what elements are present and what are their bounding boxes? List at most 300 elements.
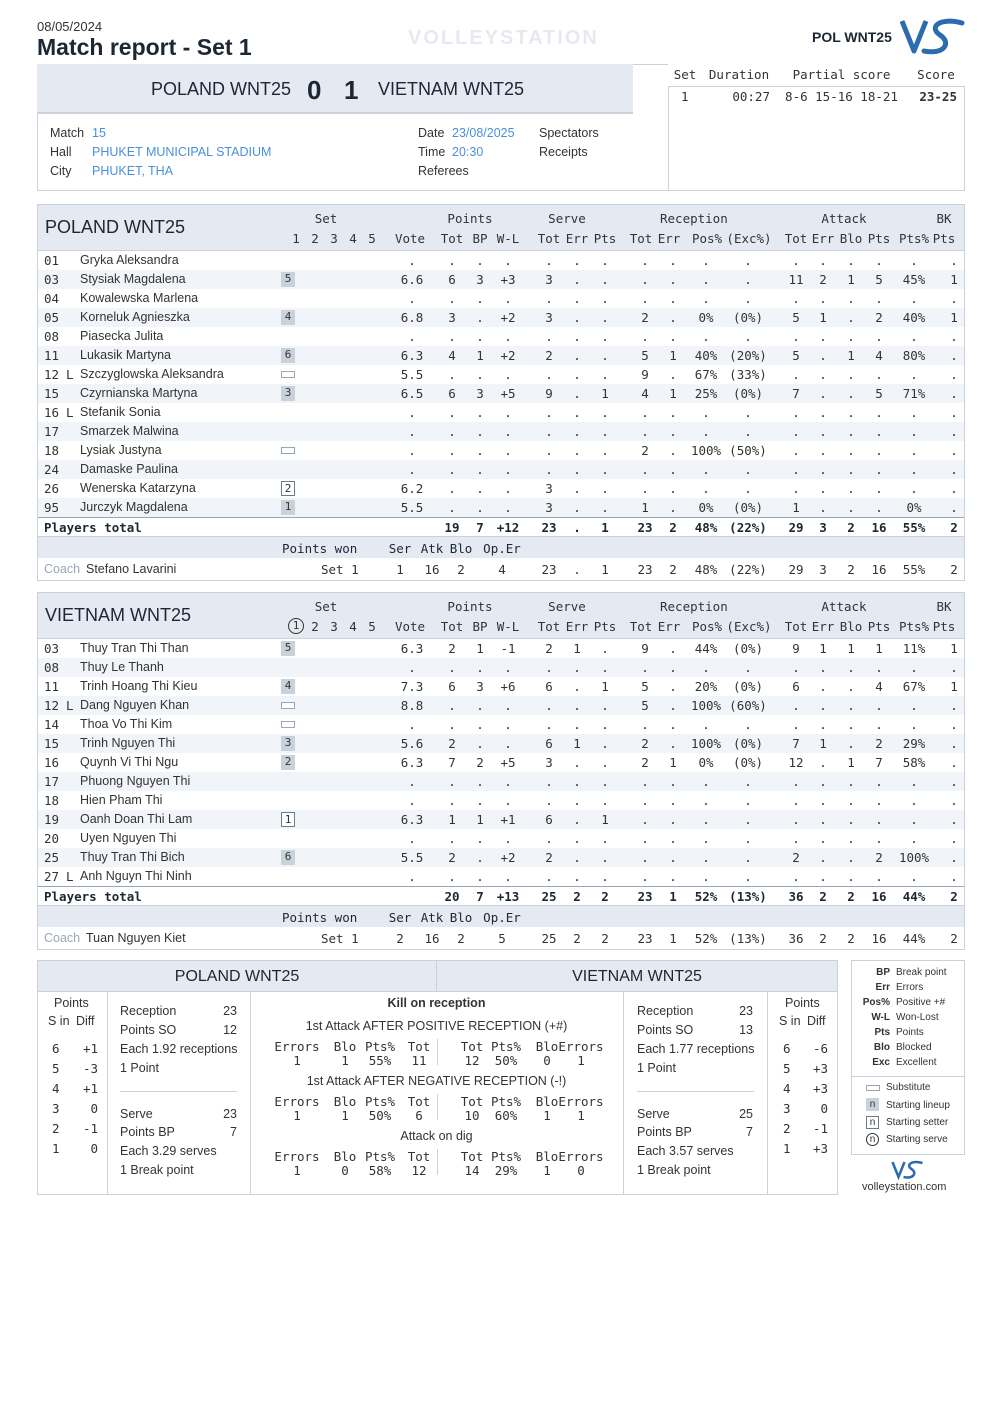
- player-name: Phuong Nguyen Thi: [80, 774, 191, 788]
- points-value: .: [476, 329, 484, 344]
- reception-value: .: [669, 253, 677, 268]
- vote: .: [408, 291, 416, 306]
- serve-value: .: [601, 850, 609, 865]
- attack-value: .: [819, 386, 827, 401]
- serve-value: .: [601, 755, 609, 770]
- col-points: Points: [447, 211, 493, 226]
- section-value: 6: [415, 1108, 423, 1123]
- vote: 6.6: [400, 272, 424, 287]
- attack-value: .: [910, 698, 918, 713]
- reception-value: .: [669, 641, 677, 656]
- reception-value: .: [641, 424, 649, 439]
- points-value: .: [504, 291, 512, 306]
- block-points: 1: [950, 641, 958, 656]
- vote: .: [408, 831, 416, 846]
- points-value: .: [476, 774, 484, 789]
- attack-value: .: [847, 367, 855, 382]
- attack-value: .: [819, 481, 827, 496]
- attack-value: .: [910, 793, 918, 808]
- player-number: 18: [44, 443, 60, 458]
- attack-value: 4: [875, 348, 883, 363]
- col-reception-0: Tot: [629, 231, 653, 246]
- legend-desc: Points: [896, 1027, 924, 1038]
- points-label-right: Points: [785, 996, 820, 1010]
- player-number: 16: [44, 755, 60, 770]
- starting-lineup-marker: 6: [281, 348, 295, 363]
- serve-value: .: [573, 660, 581, 675]
- section-value: 58%: [368, 1163, 392, 1178]
- points-value: .: [504, 253, 512, 268]
- attack-value: .: [819, 443, 827, 458]
- attack-value: .: [875, 812, 883, 827]
- section-value: 0: [577, 1163, 585, 1178]
- points-value: .: [504, 424, 512, 439]
- total-reception: 1: [669, 889, 677, 904]
- serve-value: .: [573, 850, 581, 865]
- col-serve: Serve: [548, 599, 586, 614]
- serve-value: .: [601, 348, 609, 363]
- attack-value: 1: [847, 641, 855, 656]
- total-reception: (13%): [729, 889, 767, 904]
- player-number: 03: [44, 641, 60, 656]
- player-row: [38, 696, 964, 715]
- player-number: 26: [44, 481, 60, 496]
- points-value: 2: [448, 736, 456, 751]
- reception-value: .: [702, 329, 710, 344]
- left-break-point: 1 Break point: [120, 1163, 194, 1177]
- player-row: [38, 498, 964, 517]
- points-value: .: [448, 717, 456, 732]
- reception-value: 1: [669, 386, 677, 401]
- legend-desc: Won-Lost: [896, 1012, 939, 1023]
- attack-value: .: [847, 481, 855, 496]
- serve-value: .: [573, 698, 581, 713]
- reception-value: 2: [641, 310, 649, 325]
- points-value: .: [448, 253, 456, 268]
- player-number: 25: [44, 850, 60, 865]
- reception-value: .: [641, 812, 649, 827]
- reception-value: .: [744, 272, 752, 287]
- attack-value: .: [819, 831, 827, 846]
- attack-value: 9: [792, 641, 800, 656]
- player-row: [38, 639, 964, 658]
- match-label: Match: [50, 126, 85, 140]
- points-value: .: [504, 698, 512, 713]
- set-5: 5: [368, 619, 376, 634]
- player-row: [38, 479, 964, 498]
- reception-value: .: [641, 831, 649, 846]
- player-name: Damaske Paulina: [80, 462, 178, 476]
- page-title: Match report - Set 1: [37, 34, 252, 60]
- coach-points-won: 1: [396, 562, 404, 577]
- attack-value: .: [875, 481, 883, 496]
- sets-header-partial: Partial score: [776, 64, 907, 86]
- points-value: .: [476, 367, 484, 382]
- serve-value: .: [573, 812, 581, 827]
- attack-value: .: [792, 462, 800, 477]
- separator: [120, 1091, 237, 1092]
- serve-value: .: [601, 310, 609, 325]
- col-reception-2: Pos%: [691, 231, 723, 246]
- points-won-col: Atk: [420, 910, 444, 925]
- points-won-header: [38, 905, 964, 927]
- reception-value: .: [641, 793, 649, 808]
- vote: 6.3: [400, 641, 424, 656]
- legend-abbr: Pts: [874, 1027, 890, 1038]
- coach-reception: (22%): [729, 562, 767, 577]
- reception-value: .: [669, 329, 677, 344]
- attack-value: 1: [792, 500, 800, 515]
- reception-value: .: [744, 850, 752, 865]
- right-reception-value: 23: [739, 1004, 753, 1018]
- total-attack: 16: [871, 889, 887, 904]
- coach-reception: 2: [669, 562, 677, 577]
- section-header: Blo: [333, 1039, 357, 1054]
- col-attack-1: Err: [811, 231, 835, 246]
- col-attack-3: Pts: [867, 619, 891, 634]
- col-points-tot: Tot: [440, 231, 464, 246]
- vote: 6.3: [400, 348, 424, 363]
- receipts-label: Receipts: [539, 145, 588, 159]
- vote: 5.5: [400, 500, 424, 515]
- points-value: 7: [448, 755, 456, 770]
- points-value: .: [476, 424, 484, 439]
- points-value: .: [448, 774, 456, 789]
- coach-attack: 2: [847, 562, 855, 577]
- points-value: .: [448, 424, 456, 439]
- col-serve-pts: Pts: [593, 619, 617, 634]
- player-row: [38, 848, 964, 867]
- attack-value: .: [910, 329, 918, 344]
- starting-lineup-marker: 4: [281, 679, 295, 694]
- points-value: .: [476, 850, 484, 865]
- coach-attack: 29: [788, 562, 804, 577]
- reception-value: .: [641, 272, 649, 287]
- set-3: 3: [330, 231, 338, 246]
- attack-value: .: [910, 291, 918, 306]
- serve-value: 3: [545, 481, 553, 496]
- legend-starting-lineup: Starting lineup: [886, 1100, 950, 1111]
- team-header: [38, 205, 964, 251]
- points-value: .: [476, 698, 484, 713]
- summary-panel: [37, 960, 838, 1195]
- section-value: 10: [464, 1108, 480, 1123]
- points-value: 2: [448, 641, 456, 656]
- player-row: [38, 772, 964, 791]
- reception-value: .: [669, 310, 677, 325]
- coach-points-won: 2: [396, 931, 404, 946]
- attack-value: .: [875, 793, 883, 808]
- points-value: .: [504, 329, 512, 344]
- attack-value: .: [910, 443, 918, 458]
- player-row: [38, 365, 964, 384]
- attack-value: .: [847, 443, 855, 458]
- col-reception: Reception: [660, 211, 728, 226]
- vote: .: [408, 869, 416, 884]
- vote: .: [408, 660, 416, 675]
- reception-value: .: [669, 812, 677, 827]
- section-value: 11: [411, 1053, 427, 1068]
- serve-value: .: [573, 679, 581, 694]
- points-won-col: Ser: [388, 910, 412, 925]
- serve-value: .: [601, 405, 609, 420]
- serve-value: 1: [601, 812, 609, 827]
- diff-value: -1: [812, 1121, 828, 1136]
- reception-value: .: [641, 462, 649, 477]
- date-label: Date: [418, 126, 445, 140]
- right-points-bp-label: Points BP: [637, 1125, 692, 1139]
- vote: 6.3: [400, 755, 424, 770]
- serve-value: .: [545, 405, 553, 420]
- reception-value: .: [641, 660, 649, 675]
- col-reception-1: Err: [657, 619, 681, 634]
- points-value: .: [448, 698, 456, 713]
- col-serve-err: Err: [565, 619, 589, 634]
- attack-value: .: [910, 660, 918, 675]
- section-value: 60%: [494, 1108, 518, 1123]
- serve-value: .: [545, 717, 553, 732]
- player-number: 15: [44, 736, 60, 751]
- players-total-row: [38, 886, 964, 905]
- set-label: Set 1: [321, 562, 359, 577]
- col-attack-4: Pts%: [898, 231, 930, 246]
- attack-value: .: [819, 462, 827, 477]
- reception-value: .: [641, 329, 649, 344]
- points-value: 3: [448, 310, 456, 325]
- total-serve: 23: [541, 520, 557, 535]
- sin-value: 1: [52, 1141, 60, 1156]
- reception-value: .: [702, 272, 710, 287]
- coach-serve: .: [573, 562, 581, 577]
- section-value: 0: [341, 1163, 349, 1178]
- reception-value: .: [669, 736, 677, 751]
- legend-abbr: Err: [875, 982, 890, 993]
- coach-serve: 2: [573, 931, 581, 946]
- points-value: .: [448, 660, 456, 675]
- reception-value: 0%: [698, 310, 714, 325]
- vote: .: [408, 443, 416, 458]
- serve-value: .: [573, 291, 581, 306]
- player-row: [38, 346, 964, 365]
- col-set: Set: [314, 599, 338, 614]
- reception-value: .: [702, 717, 710, 732]
- section-divider: [437, 1149, 438, 1175]
- block-points: .: [950, 253, 958, 268]
- points-value: 1: [476, 641, 484, 656]
- points-value: 4: [448, 348, 456, 363]
- block-points: .: [950, 348, 958, 363]
- reception-value: 100%: [690, 698, 722, 713]
- attack-value: .: [875, 500, 883, 515]
- libero-marker: L: [66, 405, 74, 420]
- player-row: [38, 829, 964, 848]
- reception-value: .: [702, 869, 710, 884]
- time-label: Time: [418, 145, 446, 159]
- divider: [107, 992, 108, 1195]
- match-number: 15: [92, 126, 106, 140]
- section-value: 1: [341, 1108, 349, 1123]
- attack-value: .: [819, 500, 827, 515]
- attack-value: .: [792, 443, 800, 458]
- section-header: Errors: [558, 1149, 604, 1164]
- starting-lineup-marker: 5: [281, 641, 295, 656]
- player-row: [38, 460, 964, 479]
- reception-value: 1: [669, 755, 677, 770]
- reception-value: 100%: [690, 736, 722, 751]
- player-number: 11: [44, 348, 60, 363]
- attack-value: .: [847, 869, 855, 884]
- section-value: 1: [577, 1053, 585, 1068]
- block-points: .: [950, 850, 958, 865]
- section-header: Errors: [274, 1094, 320, 1109]
- col-serve: Serve: [548, 211, 586, 226]
- sets-table: [668, 64, 965, 106]
- block-points: .: [950, 812, 958, 827]
- coach-reception: 52%: [694, 931, 718, 946]
- serve-value: .: [545, 443, 553, 458]
- reception-value: 40%: [694, 348, 718, 363]
- vote: .: [408, 405, 416, 420]
- hall-label: Hall: [50, 145, 72, 159]
- block-points: .: [950, 774, 958, 789]
- points-value: 1: [476, 348, 484, 363]
- serve-value: .: [573, 424, 581, 439]
- player-name: Thuy Le Thanh: [80, 660, 164, 674]
- col-points-w-l: W-L: [496, 231, 520, 246]
- points-value: +3: [500, 272, 516, 287]
- points-value: 2: [448, 850, 456, 865]
- attack-value: .: [910, 462, 918, 477]
- legend-abbr: W-L: [871, 1012, 890, 1023]
- section-header: Blo: [535, 1039, 559, 1054]
- reception-value: (20%): [729, 348, 767, 363]
- sin-value: 4: [52, 1081, 60, 1096]
- right-points-so-label: Points SO: [637, 1023, 694, 1037]
- serve-value: 3: [545, 310, 553, 325]
- total-serve: .: [573, 520, 581, 535]
- points-value: .: [476, 717, 484, 732]
- attack-value: 6: [792, 679, 800, 694]
- players-total-row: [38, 517, 964, 536]
- player-number: 15: [44, 386, 60, 401]
- attack-value: .: [847, 774, 855, 789]
- vote: .: [408, 253, 416, 268]
- libero-marker: L: [66, 869, 74, 884]
- left-points-so-value: 12: [223, 1023, 237, 1037]
- coach-serve: 23: [541, 562, 557, 577]
- block-points: .: [950, 717, 958, 732]
- section-header: Pts%: [364, 1094, 396, 1109]
- points-value: .: [448, 367, 456, 382]
- player-number: 19: [44, 812, 60, 827]
- reception-value: .: [702, 405, 710, 420]
- reception-value: 20%: [694, 679, 718, 694]
- block-points: .: [950, 869, 958, 884]
- attack-value: .: [819, 424, 827, 439]
- serve-value: 2: [545, 850, 553, 865]
- legend-abbr: Exc: [872, 1057, 890, 1068]
- player-name: Gryka Aleksandra: [80, 253, 179, 267]
- serve-value: .: [601, 291, 609, 306]
- player-row: [38, 791, 964, 810]
- legend-desc: Blocked: [896, 1042, 932, 1053]
- block-points: .: [950, 443, 958, 458]
- player-name: Wenerska Katarzyna: [80, 481, 196, 495]
- substitute-marker: [281, 447, 295, 454]
- attack-value: 1: [875, 641, 883, 656]
- serve-value: .: [573, 869, 581, 884]
- serve-value: .: [545, 793, 553, 808]
- team2-stats-table: [37, 592, 965, 950]
- away-team-name: VIETNAM WNT25: [378, 79, 525, 99]
- diff-value: +3: [812, 1061, 828, 1076]
- coach-label: Coach: [44, 562, 81, 576]
- col-attack-0: Tot: [784, 231, 808, 246]
- block-points: .: [950, 698, 958, 713]
- attack-value: 80%: [902, 348, 926, 363]
- reception-value: .: [702, 812, 710, 827]
- total-points: +13: [496, 889, 520, 904]
- section-value: 0: [543, 1053, 551, 1068]
- attack-value: .: [819, 812, 827, 827]
- reception-value: .: [702, 850, 710, 865]
- player-row: [38, 734, 964, 753]
- total-serve: 25: [541, 889, 557, 904]
- sin-value: 4: [783, 1081, 791, 1096]
- serve-value: .: [601, 481, 609, 496]
- legend: [851, 960, 965, 1155]
- col-reception: Reception: [660, 599, 728, 614]
- points-value: .: [476, 793, 484, 808]
- libero-marker: L: [66, 367, 74, 382]
- attack-value: 5: [875, 272, 883, 287]
- points-won-header: [38, 536, 964, 558]
- points-value: 6: [448, 679, 456, 694]
- diff-value: -1: [82, 1121, 98, 1136]
- serve-value: .: [601, 462, 609, 477]
- diff-value: +3: [812, 1081, 828, 1096]
- diff-value: 0: [820, 1101, 828, 1116]
- serve-value: .: [573, 793, 581, 808]
- starting-serve-circle: 1: [288, 618, 304, 634]
- attack-value: 1: [819, 310, 827, 325]
- points-value: .: [504, 500, 512, 515]
- player-name: Quynh Vi Thi Ngu: [80, 755, 179, 769]
- attack-value: 2: [875, 850, 883, 865]
- reception-value: .: [702, 774, 710, 789]
- total-block: 2: [950, 889, 958, 904]
- player-name: Thoa Vo Thi Kim: [80, 717, 173, 731]
- left-points-bp-value: 7: [230, 1125, 237, 1139]
- player-name: Uyen Nguyen Thi: [80, 831, 177, 845]
- right-points-bp-value: 7: [746, 1125, 753, 1139]
- attack-value: .: [792, 812, 800, 827]
- points-value: .: [448, 869, 456, 884]
- right-each-serves: Each 3.57 serves: [637, 1144, 734, 1158]
- reception-value: .: [669, 850, 677, 865]
- player-number: 08: [44, 660, 60, 675]
- points-value: 6: [448, 386, 456, 401]
- reception-value: 2: [641, 736, 649, 751]
- reception-value: .: [669, 869, 677, 884]
- points-value: .: [504, 367, 512, 382]
- set-partial-score: 8-6 15-16 18-21: [785, 88, 898, 104]
- col-reception-0: Tot: [629, 619, 653, 634]
- section-value: 1: [341, 1053, 349, 1068]
- attack-value: .: [792, 253, 800, 268]
- vote: 6.5: [400, 386, 424, 401]
- reception-value: 0%: [698, 500, 714, 515]
